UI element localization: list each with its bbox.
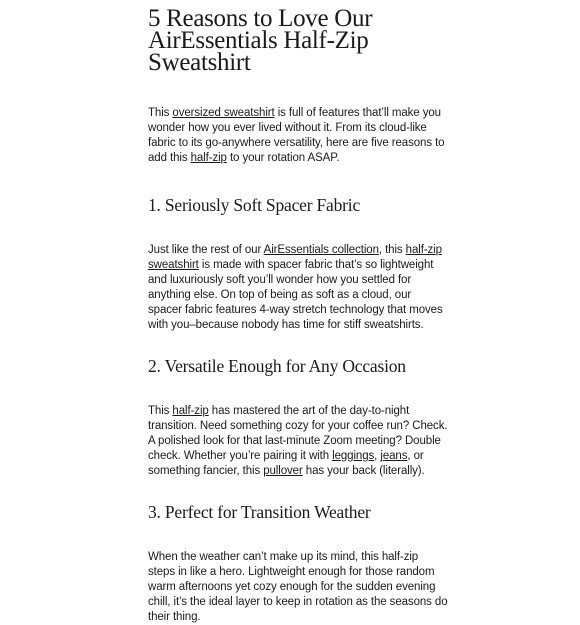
section-3-paragraph <box>148 550 448 625</box>
section-2-text-2: has mastered the art of the day-to-night transition. Need something cozy for your coffee run? Check. A polished look for that last-minute Zoom meeting? Double check. Whether you’re pairing it with <box>148 405 448 462</box>
section-1-paragraph <box>148 243 448 333</box>
half-zip-sweatshirt-link[interactable]: half-zip sweatshirt <box>148 244 442 271</box>
section-2-paragraph <box>148 404 448 479</box>
half-zip-link-2[interactable]: half-zip <box>172 405 209 417</box>
jeans-link[interactable]: jeans <box>380 450 408 462</box>
pullover-link[interactable]: pullover <box>263 465 303 477</box>
intro-text-3: to your rotation ASAP. <box>226 152 340 164</box>
intro-text-1: This <box>148 107 173 119</box>
oversized-sweatshirt-link[interactable]: oversized sweatshirt <box>172 107 275 119</box>
section-3-text-1: When the weather can’t make up its mind, this half-zip steps in like a hero. Lightweight enough for those random warm afternoons yet cozy enough for the sudden evening chill, it’s the ideal layer to keep in rotation as the seasons do their thing. <box>148 551 448 623</box>
article <box>148 0 448 625</box>
intro-text-2: is full of features that’ll make you wonder how you ever lived without it. From its cloud-like fabric to its go-anywhere versatility, here are five reasons to add this <box>148 107 445 164</box>
section-2-text-1: This <box>148 405 173 417</box>
section-1-text-3: is made with spacer fabric that’s so lightweight and luxuriously soft you’ll wonder how you settled for anything else. On top of being as soft as a cloud, our spacer fabric features 4-way stretch technology that moves with you–because nobody has time for stiff sweatshirts. <box>148 259 443 331</box>
section-1-text-1: Just like the rest of our <box>148 244 264 256</box>
section-2-text-4: , or something fancier, this <box>148 450 424 477</box>
section-1-text-2: , this <box>378 244 406 256</box>
half-zip-link[interactable]: half-zip <box>190 152 227 164</box>
article-title: 5 Reasons to Love Our AirEssentials Half-Zip Sweatshirt <box>148 5 373 76</box>
leggings-link[interactable]: leggings <box>332 450 375 462</box>
section-2-text-5: has your back (literally). <box>302 465 425 477</box>
section-2-text-3: , <box>374 450 381 462</box>
section-1-heading: 1. Seriously Soft Spacer Fabric <box>148 195 361 215</box>
section-2-heading: 2. Versatile Enough for Any Occasion <box>148 356 406 376</box>
section-3-heading: 3. Perfect for Transition Weather <box>148 502 371 522</box>
airessentials-collection-link[interactable]: AirEssentials collection <box>263 244 379 256</box>
intro-paragraph <box>148 106 448 166</box>
